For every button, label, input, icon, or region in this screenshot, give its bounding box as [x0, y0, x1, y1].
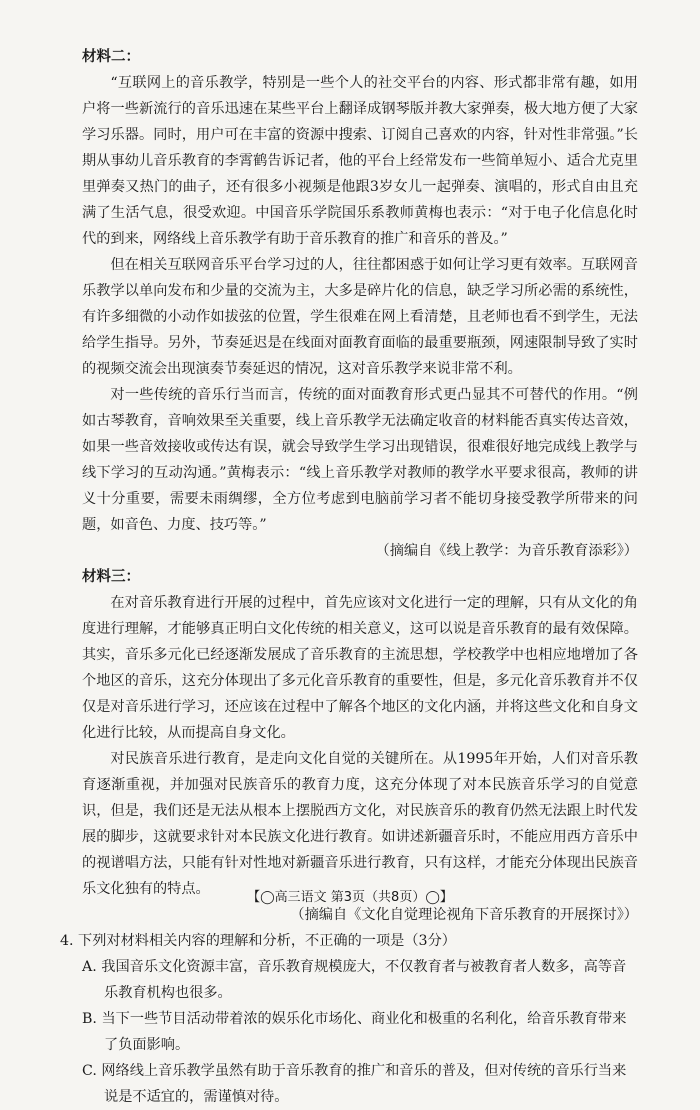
page-footer: 【◯高三语文 第3页（共8页）◯】	[247, 890, 453, 905]
material2-paragraph-1: “互联网上的音乐教学，特别是一些个人的社交平台的内容、形式都非常有趣，如用户将一些新流行的音乐迅速在某些平台上翻译成钢琴版并教大家弹奏，极大地方便了大家学习乐器。同时，用户可在丰富的资源中搜索、订阅自己喜欢的内容，针对性非常强。”长期从事幼儿音乐教育的李霄鹤告诉记者，他的平台上经常发布一些简单短小、适合尤克里里弹奏又热门的曲子，还有很多小视频是他跟3岁女儿一起弹奏、演唱的，形式自由且充满了生活气息，很受欢迎。中国音乐学院国乐系教师黄梅也表示：“对于电子化信息化时代的到来，网络线上音乐教学有助于音乐教育的推广和音乐的普及。”	[82, 75, 638, 247]
material2-paragraph-2: 但在相关互联网音乐平台学习过的人，往往都困惑于如何让学习更有效率。互联网音乐教学以单向发布和少量的交流为主，大多是碎片化的信息，缺乏学习所必需的系统性，有许多细微的小动作如拔弦的位置，学生很难在网上看清楚，且老师也看不到学生，无法给学生指导。另外，节奏延迟是在线面对面教育面临的最重要瓶颈，网速限制导致了实时的视频交流会出现演奏节奏延迟的情况，这对音乐教学来说非常不利。	[82, 257, 638, 377]
material3-paragraph-2: 对民族音乐进行教育，是走向文化自觉的关键所在。从1995年开始，人们对音乐教育逐渐重视，并加强对民族音乐的教育力度，这充分体现了对本民族音乐学习的自觉意识，但是，我们还是无法从根本上摆脱西方文化，对民族音乐的教育仍然无法跟上时代发展的脚步，这就要求针对本民族文化进行教育。如讲述新疆音乐时，不能应用西方音乐中的视谱唱方法，只能有针对性地对新疆音乐进行教育，只有这样，才能充分体现出民族音乐文化独有的特点。	[82, 751, 638, 897]
question-4-option-c: C. 网络线上音乐教学虽然有助于音乐教育的推广和音乐的普及，但对传统的音乐行当来说是不适宜的，需谨慎对待。	[82, 1063, 627, 1105]
material3-paragraph-1: 在对音乐教育进行开展的过程中，首先应该对文化进行一定的理解，只有从文化的角度进行理解，才能够真正明白文化传统的相关意义，这可以说是音乐教育的最有效保障。其实，音乐多元化已经逐渐发展成了音乐教育的主流思想，学校教学中也相应地增加了各个地区的音乐，这充分体现出了多元化音乐教育的重要性，但是，多元化音乐教育并不仅仅是对音乐进行学习，还应该在过程中了解各个地区的文化内涵，并将这些文化和自身文化进行比较，从而提高自身文化。	[82, 595, 638, 741]
material3-heading: 材料三：	[82, 569, 140, 585]
material2-source: （摘编自《线上教学：为音乐教育添彩》）	[375, 543, 638, 559]
question-4-option-b: B. 当下一些节目活动带着浓的娱乐化市场化、商业化和极重的名利化，给音乐教育带来了负面影响。	[82, 1011, 627, 1053]
material2-heading: 材料二：	[82, 49, 140, 65]
material3-source: （摘编自《文化自觉理论视角下音乐教育的开展探讨》）	[290, 907, 638, 923]
question-4-stem: 4. 下列对材料相关内容的理解和分析，不正确的一项是（3分）	[60, 933, 456, 949]
material2-paragraph-3: 对一些传统的音乐行当而言，传统的面对面教育形式更凸显其不可替代的作用。“例如古琴教育，音响效果至关重要，线上音乐教学无法确定收音的材料能否真实传达音效，如果一些音效接收或传达有误，就会导致学生学习出现错误，很难很好地完成线上教学与线下学习的互动沟通。”黄梅表示：“线上音乐教学对教师的教学水平要求很高，教师的讲义十分重要，需要未雨绸缪，全方位考虑到电脑前学习者不能切身接受教学所带来的问题，如音色、力度、技巧等。”	[82, 387, 638, 533]
question-4-option-a: A. 我国音乐文化资源丰富，音乐教育规模庞大，不仅教育者与被教育者人数多，高等音乐教育机构也很多。	[82, 959, 627, 1001]
